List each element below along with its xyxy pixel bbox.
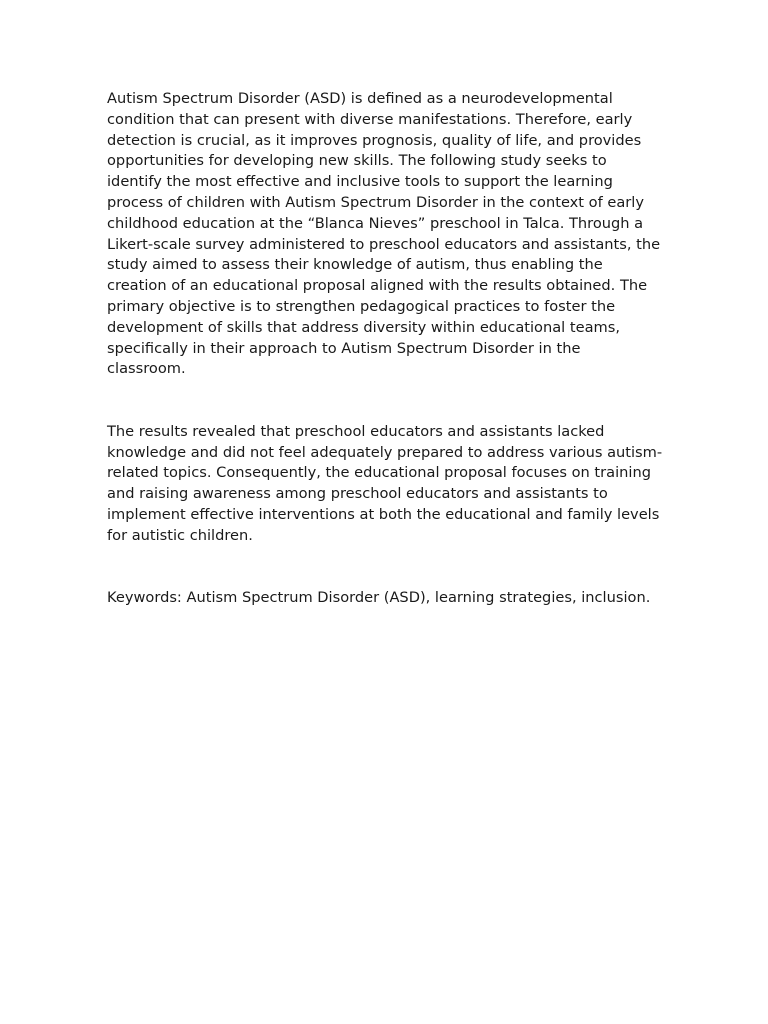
paragraph-spacer	[107, 380, 663, 422]
keywords-paragraph: Keywords: Autism Spectrum Disorder (ASD), learning strategies, inclusion.	[107, 589, 651, 607]
paragraph-spacer	[107, 547, 663, 589]
abstract-paragraph-1: Autism Spectrum Disorder (ASD) is defined as a neurodevelopmental condition that can present with diverse manifestations. Therefore, early detection is crucial, as it improves prognosis, quality of life, and provides opportunities for developing new skills. The following study seeks to identify the most effective and inclusive tools to support the learning process of children with Autism Spectrum Disorder in the context of early childhood education at the “Blanca Nieves” preschool in Talca. Through a Likert-scale survey administered to preschool educators and assistants, the study aimed to assess their knowledge of autism, thus enabling the creation of an educational proposal aligned with the results obtained. The primary objective is to strengthen pedagogical practices to foster the development of skills that address diversity within educational teams, specifically in their approach to Autism Spectrum Disorder in the classroom.	[107, 90, 661, 378]
abstract-paragraph-2: The results revealed that preschool educators and assistants lacked knowledge and did not feel adequately prepared to address various autism-related topics. Consequently, the educational proposal focuses on training and raising awareness among preschool educators and assistants to implement effective interventions at both the educational and family levels for autistic children.	[107, 422, 663, 544]
abstract-body	[107, 89, 663, 609]
